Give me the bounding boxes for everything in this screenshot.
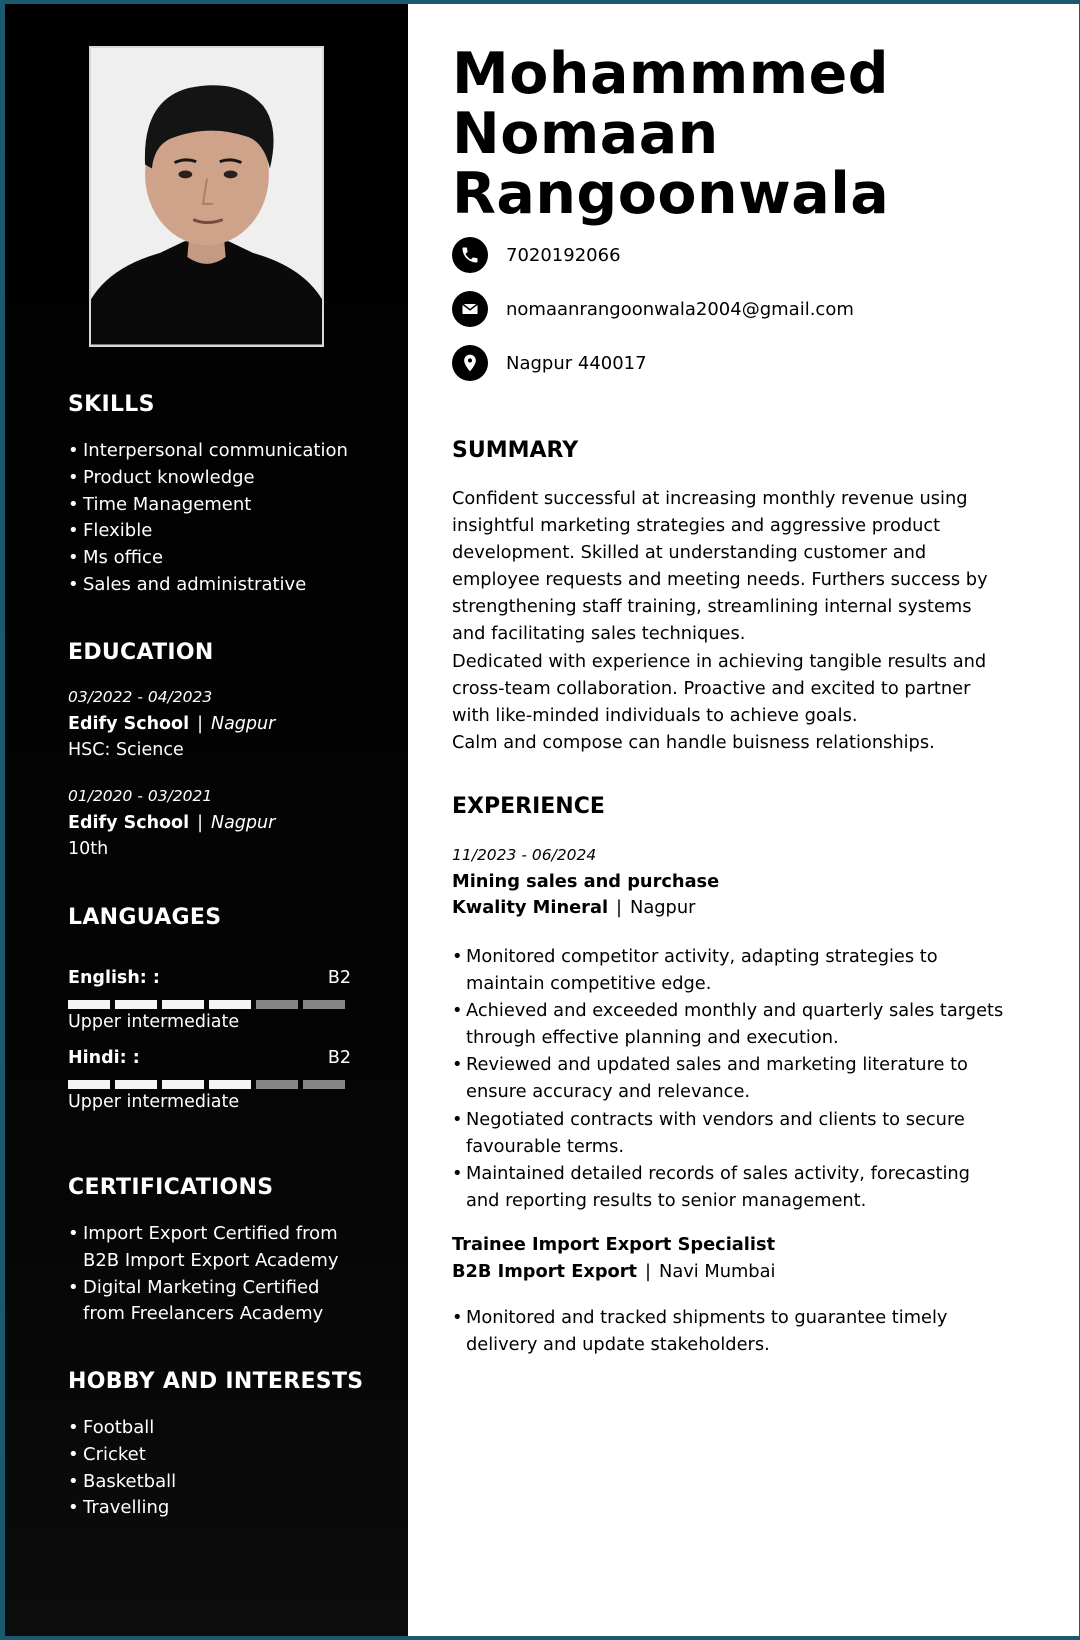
proficiency-bar [68, 1080, 351, 1089]
list-item: • Time Management [68, 492, 348, 519]
summary-heading: SUMMARY [452, 438, 579, 463]
summary-line: Confident successful at increasing monthly revenue using [452, 488, 968, 509]
language-level: Upper intermediate [68, 1092, 240, 1112]
bar-segment-filled [162, 1080, 204, 1089]
school-city: Nagpur [210, 812, 276, 833]
skills-list [68, 438, 348, 599]
list-item [452, 1051, 1052, 1105]
name-line: Nomaan [452, 101, 719, 167]
separator: | [616, 897, 623, 918]
job-bullets [452, 1304, 1052, 1358]
profile-photo [89, 46, 324, 347]
language-level: Upper intermediate [68, 1012, 240, 1032]
summary-line: strengthening staff training, streamlining internal systems [452, 596, 972, 618]
list-item [452, 1106, 1052, 1160]
name-line: Rangoonwala [452, 161, 890, 227]
language-entry [68, 1048, 351, 1112]
summary-line: cross-team collaboration. Proactive and excited to partner [452, 677, 971, 699]
separator: | [197, 713, 203, 734]
list-item [68, 1221, 339, 1275]
separator: | [197, 812, 203, 833]
languages-heading: LANGUAGES [68, 905, 222, 930]
education-entry [68, 783, 275, 863]
education-detail: HSC: Science [68, 740, 184, 760]
bar-segment-empty [303, 1000, 345, 1009]
cert-line: B2B Import Export Academy [83, 1249, 339, 1271]
envelope-icon [452, 291, 488, 327]
summary-text [452, 485, 1042, 756]
job-date: 11/2023 - 06/2024 [452, 846, 597, 864]
list-item: • Basketball [68, 1469, 176, 1496]
bullet-line: • Monitored and tracked shipments to guarantee timely [466, 1307, 948, 1328]
education-entry [68, 684, 275, 764]
candidate-name [452, 41, 890, 227]
bullet-line: • Reviewed and updated sales and marketing literature to [466, 1054, 968, 1076]
summary-line: development. Skilled at understanding customer and [452, 542, 927, 564]
phone-icon [452, 237, 488, 273]
separator: | [645, 1260, 652, 1282]
sidebar [5, 4, 408, 1636]
bar-segment-filled [68, 1080, 110, 1089]
cert-line: • Import Export Certified from [83, 1223, 338, 1244]
list-item: • Cricket [68, 1442, 176, 1469]
summary-line: insightful marketing strategies and aggressive product [452, 515, 941, 537]
language-name: Hindi: : [68, 1048, 140, 1068]
main-content [408, 4, 1079, 1636]
language-grade: B2 [327, 1048, 351, 1068]
job-entry [452, 1232, 775, 1285]
summary-line: Dedicated with experience in achieving tangible results and [452, 650, 987, 672]
bullet-line: • Negotiated contracts with vendors and clients to secure [466, 1108, 965, 1130]
profile-photo-illustration [91, 48, 322, 345]
hobbies-list [68, 1415, 176, 1522]
list-item: • Sales and administrative [68, 572, 348, 599]
bullet-line: • Maintained detailed records of sales activity, forecasting [466, 1162, 970, 1184]
list-item [68, 1275, 339, 1329]
summary-line: Calm and compose can handle buisness relationships. [452, 731, 935, 753]
language-name: English: : [68, 968, 160, 988]
language-grade: B2 [327, 968, 351, 988]
bullet-line: • Achieved and exceeded monthly and quarterly sales targets [466, 1000, 1004, 1022]
school-name: Edify School [68, 812, 190, 833]
certifications-heading: CERTIFICATIONS [68, 1175, 274, 1200]
summary-line: employee requests and meeting needs. Furthers success by [452, 569, 988, 591]
bullet-line: maintain competitive edge. [466, 973, 712, 995]
bar-segment-filled [209, 1080, 251, 1089]
education-date: 01/2020 - 03/2021 [68, 787, 213, 805]
list-item: • Interpersonal communication [68, 438, 348, 465]
school-city: Nagpur [210, 713, 276, 734]
job-city: Navi Mumbai [659, 1260, 776, 1282]
list-item [452, 943, 1052, 997]
list-item: • Travelling [68, 1495, 176, 1522]
resume-page [5, 4, 1079, 1636]
bar-segment-empty [256, 1000, 298, 1009]
bar-segment-empty [303, 1080, 345, 1089]
list-item: • Flexible [68, 518, 348, 545]
job-entry [452, 842, 719, 922]
bullet-line: • Monitored competitor activity, adapting strategies to [466, 946, 938, 967]
list-item: • Ms office [68, 545, 348, 572]
summary-line: with like-minded individuals to achieve goals. [452, 704, 858, 726]
bar-segment-filled [209, 1000, 251, 1009]
location-text: Nagpur 440017 [506, 352, 647, 374]
school-name: Edify School [68, 713, 190, 734]
job-role: Mining sales and purchase [452, 870, 720, 892]
bullet-line: favourable terms. [466, 1135, 624, 1157]
bar-segment-filled [115, 1080, 157, 1089]
phone-number: 7020192066 [506, 244, 621, 266]
name-line: Mohammmed [452, 41, 890, 107]
cert-line: • Digital Marketing Certified [83, 1276, 320, 1298]
job-bullets [452, 943, 1052, 1214]
job-city: Nagpur [630, 897, 696, 918]
education-date: 03/2022 - 04/2023 [68, 688, 213, 706]
bar-segment-filled [162, 1000, 204, 1009]
education-detail: 10th [68, 839, 109, 859]
bullet-line: through effective planning and execution. [466, 1027, 839, 1049]
contact-location [452, 345, 647, 381]
summary-line: and facilitating sales techniques. [452, 623, 746, 645]
experience-heading: EXPERIENCE [452, 794, 605, 819]
education-heading: EDUCATION [68, 640, 214, 665]
list-item [452, 1160, 1052, 1214]
bullet-line: and reporting results to senior management. [466, 1189, 867, 1211]
map-pin-icon [452, 345, 488, 381]
contact-phone [452, 237, 621, 273]
contact-email [452, 291, 854, 327]
job-role: Trainee Import Export Specialist [452, 1234, 776, 1255]
email-address: nomaanrangoonwala2004@gmail.com [506, 298, 854, 320]
skills-heading: SKILLS [68, 392, 155, 417]
language-entry [68, 968, 351, 1032]
hobbies-heading: HOBBY AND INTERESTS [68, 1369, 364, 1394]
cert-line: from Freelancers Academy [83, 1303, 324, 1325]
list-item: • Football [68, 1415, 176, 1442]
job-company: B2B Import Export [452, 1260, 638, 1282]
list-item: • Product knowledge [68, 465, 348, 492]
bullet-line: ensure accuracy and relevance. [466, 1081, 751, 1103]
bar-segment-empty [256, 1080, 298, 1089]
bar-segment-filled [68, 1000, 110, 1009]
list-item [452, 997, 1052, 1051]
job-company: Kwality Mineral [452, 897, 609, 918]
proficiency-bar [68, 1000, 351, 1009]
certifications-list [68, 1221, 339, 1328]
bar-segment-filled [115, 1000, 157, 1009]
list-item [452, 1304, 1052, 1358]
bullet-line: delivery and update stakeholders. [466, 1334, 770, 1356]
